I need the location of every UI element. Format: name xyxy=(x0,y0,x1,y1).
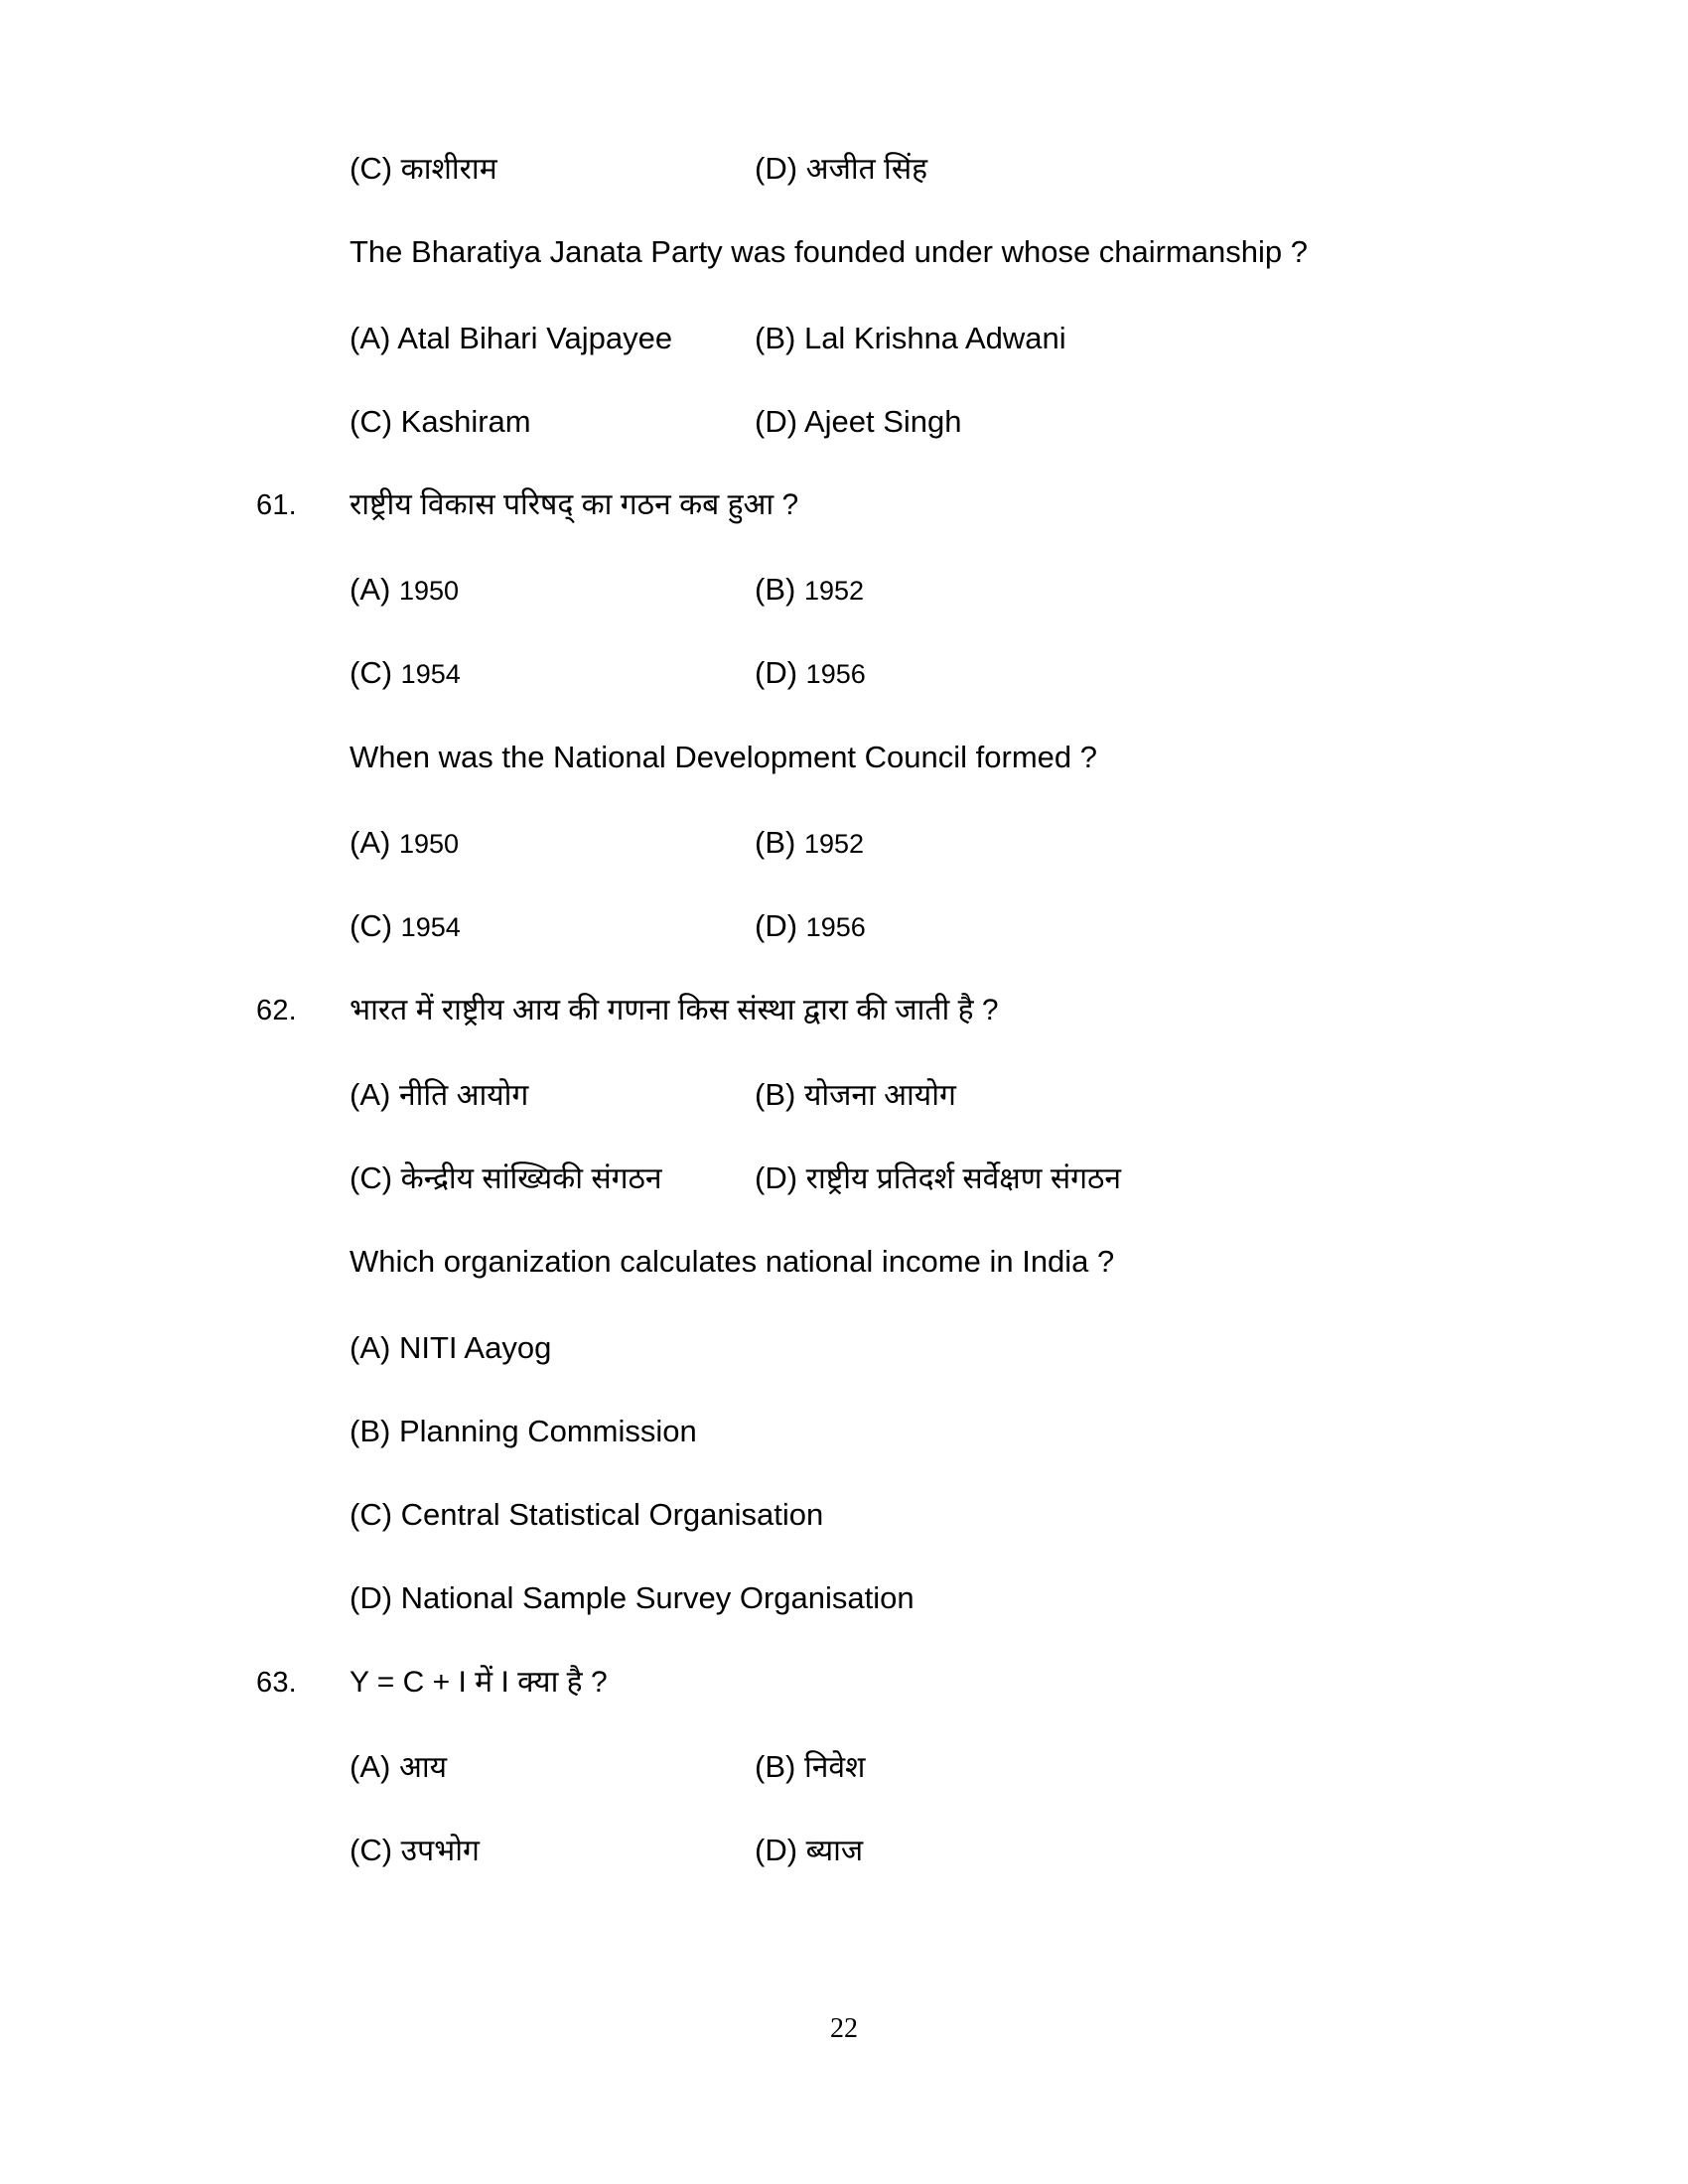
option-c xyxy=(350,149,755,189)
question-text-hindi: Y = C + I में I क्या है ? xyxy=(350,1665,608,1699)
question-list xyxy=(256,149,1448,1914)
option-label: (B) xyxy=(755,1076,796,1112)
option-d xyxy=(755,1831,1448,1870)
option-c xyxy=(350,1159,755,1198)
question-text-hindi: भारत में राष्ट्रीय आय की गणना किस संस्था द्वारा की जाती है ? xyxy=(350,993,999,1026)
option-b xyxy=(350,1412,1448,1451)
option-label: (D) xyxy=(755,655,798,691)
option-text: आय xyxy=(398,1750,448,1784)
option-text: राष्ट्रीय प्रतिदर्श सर्वेक्षण संगठन xyxy=(805,1161,1122,1195)
option-a xyxy=(350,1747,755,1787)
option-d xyxy=(755,402,1448,442)
option-a xyxy=(350,1328,1448,1368)
question-number: 63. xyxy=(256,1666,297,1699)
option-row xyxy=(350,319,1448,358)
option-a xyxy=(350,570,755,610)
option-label: (A) xyxy=(350,825,391,861)
option-label: (D) xyxy=(350,1580,393,1616)
option-label: (B) xyxy=(755,1748,796,1784)
option-label: (A) xyxy=(350,1748,391,1784)
option-text: केन्द्रीय सांख्यिकी संगठन xyxy=(400,1161,662,1195)
option-a xyxy=(350,319,755,358)
option-row xyxy=(350,570,1448,610)
question-number: 62. xyxy=(256,994,297,1026)
option-label: (B) xyxy=(755,572,796,608)
option-a xyxy=(350,823,755,863)
option-text: Planning Commission xyxy=(398,1413,697,1448)
option-text: 1956 xyxy=(805,912,866,943)
option-c xyxy=(350,402,755,442)
option-row xyxy=(350,149,1448,189)
option-text: नीति आयोग xyxy=(398,1078,529,1112)
option-text: Kashiram xyxy=(400,403,531,439)
option-row xyxy=(350,1831,1448,1870)
option-c xyxy=(350,653,755,693)
option-c xyxy=(350,1831,755,1870)
option-text: Ajeet Singh xyxy=(803,403,962,439)
option-row xyxy=(350,823,1448,863)
option-label: (C) xyxy=(350,655,393,691)
option-text: Lal Krishna Adwani xyxy=(803,320,1066,355)
option-b xyxy=(755,823,1448,863)
option-text: 1954 xyxy=(400,659,461,690)
option-text: Central Statistical Organisation xyxy=(400,1497,824,1533)
option-row xyxy=(350,1075,1448,1115)
option-b xyxy=(755,1747,1448,1787)
question-text-hindi: राष्ट्रीय विकास परिषद् का गठन कब हुआ ? xyxy=(350,488,799,522)
option-text: उपभोग xyxy=(400,1835,480,1868)
option-text: ब्याज xyxy=(805,1835,864,1868)
question-text-english: Which organization calculates national income in India ? xyxy=(350,1244,1115,1280)
option-d xyxy=(755,149,1448,189)
page-number: 22 xyxy=(830,2013,858,2044)
option-text: 1950 xyxy=(398,829,460,860)
option-label: (D) xyxy=(755,1160,798,1195)
option-text: 1954 xyxy=(400,912,461,943)
option-label: (C) xyxy=(350,1497,393,1533)
option-b xyxy=(755,570,1448,610)
option-label: (C) xyxy=(350,151,393,186)
option-c xyxy=(350,906,755,946)
option-text: National Sample Survey Organisation xyxy=(400,1580,914,1616)
option-label: (C) xyxy=(350,908,393,944)
question-63 xyxy=(256,1663,1448,1702)
option-text: NITI Aayog xyxy=(398,1329,552,1365)
option-label: (B) xyxy=(755,825,796,861)
option-label: (D) xyxy=(755,403,798,439)
option-b xyxy=(755,319,1448,358)
option-label: (D) xyxy=(755,908,798,944)
option-label: (B) xyxy=(755,320,796,355)
option-text: योजना आयोग xyxy=(803,1078,956,1112)
option-label: (A) xyxy=(350,1076,391,1112)
option-label: (A) xyxy=(350,320,391,355)
option-label: (D) xyxy=(755,1833,798,1868)
option-text: 1952 xyxy=(803,576,865,607)
option-text: 1952 xyxy=(803,829,865,860)
option-row xyxy=(350,1747,1448,1787)
option-label: (D) xyxy=(755,151,798,186)
question-62 xyxy=(256,991,1448,1029)
option-text: Atal Bihari Vajpayee xyxy=(397,320,673,355)
question-number: 61. xyxy=(256,489,297,522)
option-label: (C) xyxy=(350,403,393,439)
option-label: (A) xyxy=(350,572,391,608)
option-label: (C) xyxy=(350,1833,393,1868)
option-text: 1956 xyxy=(805,659,866,690)
option-text: काशीराम xyxy=(400,153,497,186)
option-label: (A) xyxy=(350,1329,391,1365)
option-c xyxy=(350,1495,1448,1535)
option-row xyxy=(350,402,1448,442)
option-label: (C) xyxy=(350,1160,393,1195)
question-text-english: When was the National Development Council formed ? xyxy=(350,739,1097,774)
option-row xyxy=(350,1159,1448,1198)
option-b xyxy=(755,1075,1448,1115)
option-d xyxy=(755,653,1448,693)
option-a xyxy=(350,1075,755,1115)
question-61 xyxy=(256,485,1448,524)
option-d xyxy=(350,1578,1448,1618)
option-label: (B) xyxy=(350,1413,391,1448)
option-d xyxy=(755,1159,1448,1198)
option-row xyxy=(350,906,1448,946)
question-text-english: The Bharatiya Janata Party was founded under whose chairmanship ? xyxy=(350,234,1309,270)
option-d xyxy=(755,906,1448,946)
option-row xyxy=(350,653,1448,693)
option-text: 1950 xyxy=(398,576,460,607)
option-text: अजीत सिंह xyxy=(805,153,928,186)
option-text: निवेश xyxy=(803,1750,866,1784)
